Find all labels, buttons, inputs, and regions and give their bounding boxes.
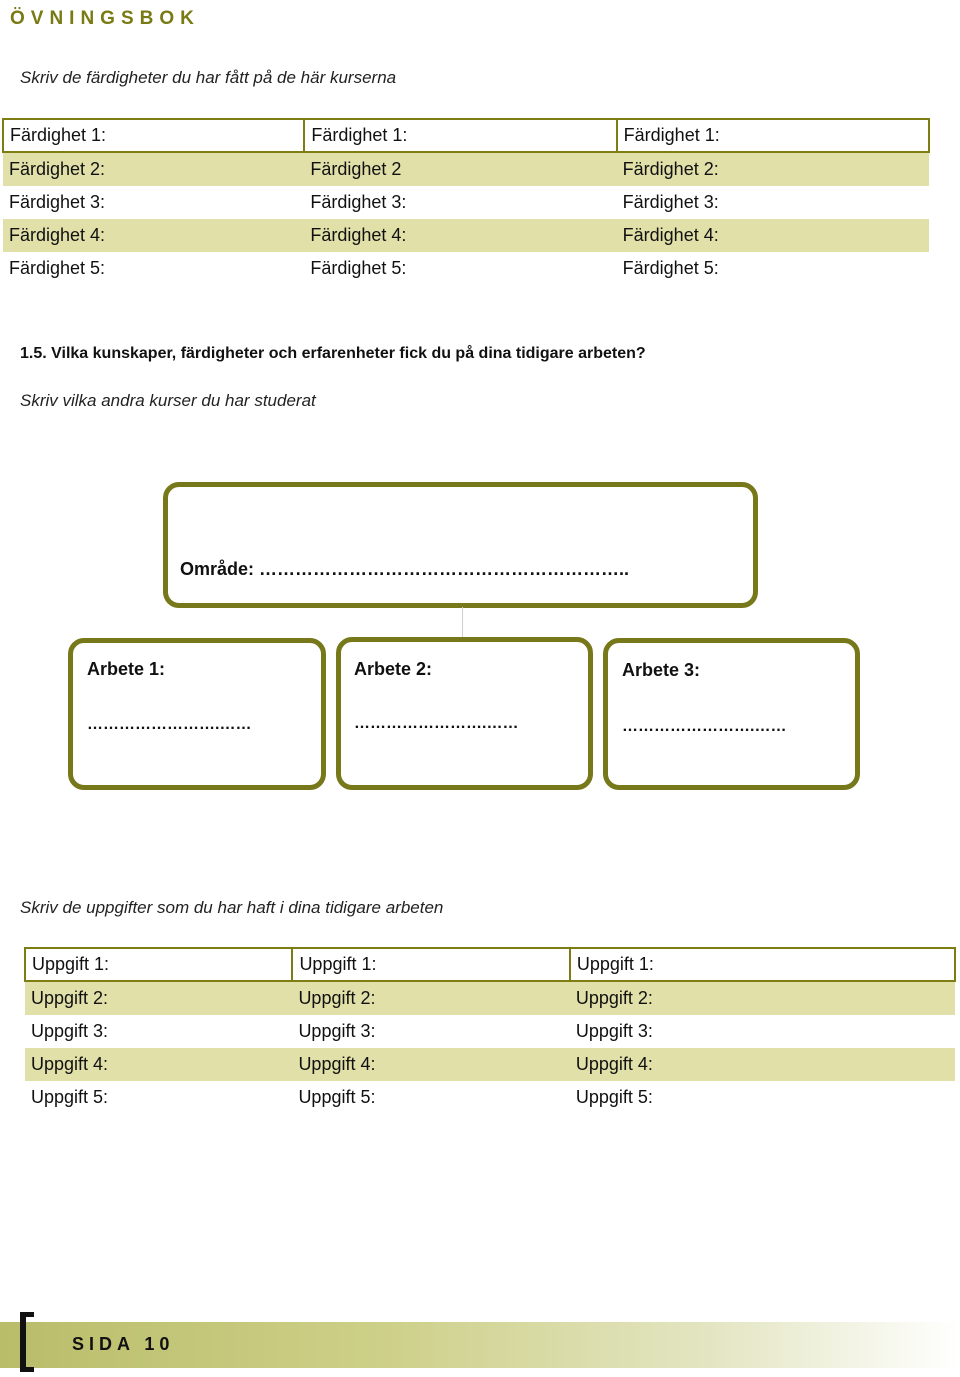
skills-cell[interactable]: Färdighet 3:	[310, 192, 407, 212]
area-label: Område: ……………………………………………………..	[180, 559, 630, 579]
table-row	[3, 152, 929, 186]
skills-cell[interactable]: Färdighet 3:	[622, 192, 719, 212]
job-box-1[interactable]	[68, 638, 326, 790]
job-label: Arbete 2:	[354, 659, 433, 679]
page-number: SIDA 10	[72, 1334, 175, 1354]
skills-cell[interactable]: Färdighet 1:	[617, 119, 929, 152]
tasks-table	[24, 947, 956, 1114]
table-row	[3, 186, 929, 219]
job-dots: …………………….……	[354, 715, 519, 732]
tasks-cell[interactable]: Uppgift 4:	[570, 1048, 955, 1081]
tasks-cell[interactable]: Uppgift 3:	[31, 1021, 109, 1041]
table-row	[25, 948, 955, 981]
skills-cell[interactable]: Färdighet 2:	[3, 152, 304, 186]
skills-cell[interactable]: Färdighet 1:	[304, 119, 616, 152]
tasks-cell[interactable]: Uppgift 3:	[575, 1021, 653, 1041]
question-heading: 1.5. Vilka kunskaper, färdigheter och erfarenheter fick du på dina tidigare arbeten?	[20, 345, 646, 362]
table-row	[25, 1081, 955, 1114]
table-row	[25, 1048, 955, 1081]
table-row	[25, 981, 955, 1015]
skills-cell[interactable]: Färdighet 5:	[9, 258, 106, 278]
job-label: Arbete 1:	[87, 659, 166, 679]
job-box-3[interactable]	[603, 638, 860, 790]
skills-cell[interactable]: Färdighet 2	[304, 152, 616, 186]
skills-cell[interactable]: Färdighet 5:	[310, 258, 407, 278]
table-row	[3, 119, 929, 152]
skills-cell[interactable]: Färdighet 1:	[3, 119, 304, 152]
tasks-cell[interactable]: Uppgift 5:	[298, 1087, 376, 1107]
table-row	[3, 252, 929, 285]
job-dots: …………………….……	[622, 718, 787, 735]
skills-instruction: Skriv de färdigheter du har fått på de här kurserna	[20, 68, 397, 87]
tasks-cell[interactable]: Uppgift 2:	[292, 981, 569, 1015]
job-dots: …………………….……	[87, 716, 252, 733]
tasks-cell[interactable]: Uppgift 2:	[25, 981, 292, 1015]
tasks-cell[interactable]: Uppgift 5:	[575, 1087, 653, 1107]
skills-table	[2, 118, 930, 285]
tasks-cell[interactable]: Uppgift 2:	[570, 981, 955, 1015]
bracket-icon	[20, 1312, 34, 1372]
tasks-cell[interactable]: Uppgift 1:	[25, 948, 292, 981]
tasks-cell[interactable]: Uppgift 4:	[25, 1048, 292, 1081]
job-box-2[interactable]	[336, 637, 593, 790]
skills-cell[interactable]: Färdighet 3:	[9, 192, 106, 212]
tasks-cell[interactable]: Uppgift 3:	[298, 1021, 376, 1041]
area-box[interactable]	[163, 482, 758, 608]
courses-instruction: Skriv vilka andra kurser du har studerat	[20, 391, 316, 410]
connector-line	[462, 607, 463, 639]
tasks-cell[interactable]: Uppgift 5:	[31, 1087, 109, 1107]
tasks-cell[interactable]: Uppgift 1:	[570, 948, 955, 981]
tasks-instruction: Skriv de uppgifter som du har haft i dina tidigare arbeten	[20, 898, 444, 917]
skills-cell[interactable]: Färdighet 4:	[617, 219, 929, 252]
skills-cell[interactable]: Färdighet 2:	[617, 152, 929, 186]
page-header: ÖVNINGSBOK	[10, 8, 200, 29]
table-row	[25, 1015, 955, 1048]
tasks-cell[interactable]: Uppgift 1:	[292, 948, 569, 981]
skills-cell[interactable]: Färdighet 4:	[304, 219, 616, 252]
tasks-cell[interactable]: Uppgift 4:	[292, 1048, 569, 1081]
skills-cell[interactable]: Färdighet 4:	[3, 219, 304, 252]
skills-cell[interactable]: Färdighet 5:	[622, 258, 719, 278]
table-row	[3, 219, 929, 252]
job-label: Arbete 3:	[622, 660, 701, 680]
